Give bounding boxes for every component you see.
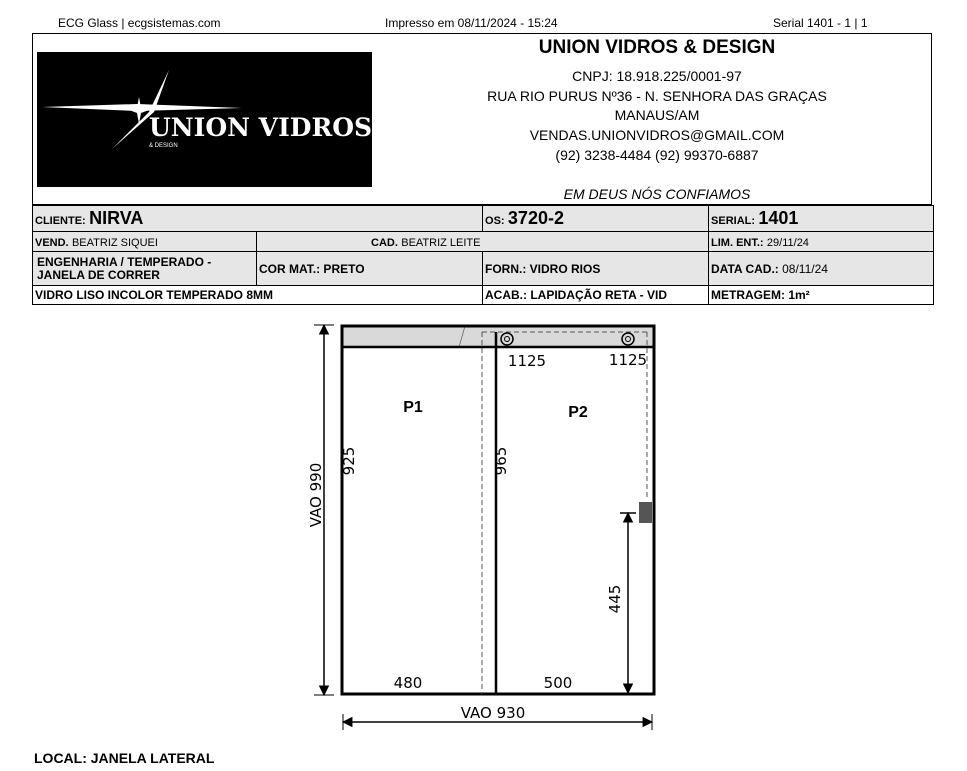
os-cell [483,206,709,232]
delivery-limit-label: LIM. ENT.: [711,236,764,249]
logo-text: UNION VIDROS [149,113,372,142]
outer-frame [342,326,654,694]
order-info-table [32,205,934,305]
glass-spec: VIDRO LISO INCOLOR TEMPERADO 8MM [33,286,483,305]
vao-width-label: VAO 930 [460,704,526,722]
material-color: COR MAT.: PRETO [257,252,483,286]
finish-spec: ACAB.: LAPIDAÇÃO RETA - VID [483,286,709,305]
panel-p1-label: P1 [403,399,423,416]
hole-dimension-2: 1125 [608,351,648,369]
serial-cell [709,206,934,232]
registrar-name: BEATRIZ LEITE [401,236,481,249]
company-city: MANAUS/AM [614,107,700,123]
product-type-line2: JANELA DE CORRER [37,267,160,282]
lock-handle-icon [639,502,652,523]
panel-p1-width: 480 [393,674,423,692]
logo-star-icon [37,52,372,187]
client-cell [33,206,483,232]
panel-p2-width: 500 [543,674,573,692]
client-label: CLIENTE: [35,215,86,227]
panel-p2-label: P2 [568,404,588,421]
company-phones: (92) 3238-4484 (92) 99370-6887 [555,147,759,163]
window-drawing [300,318,670,733]
company-motto: EM DEUS NÓS CONFIAMOS [563,186,751,202]
product-type-line1: ENGENHARIA / TEMPERADO - [37,254,212,269]
print-date: Impresso em 08/11/2024 - 15:24 [385,16,558,30]
registrar-cell [257,232,483,252]
registration-date: 08/11/24 [782,261,828,276]
company-logo [37,52,372,187]
os-number: 3720-2 [507,208,564,228]
client-name: NIRVA [89,208,144,228]
system-footer-text: ECG Glass | ecgsistemas.com [58,16,221,30]
delivery-limit-cell [709,232,934,252]
seller-cell [33,232,257,252]
os-label: OS: [485,215,505,227]
product-type-cell [33,252,257,286]
logo-subtext: & DESIGN [149,143,178,149]
company-address: RUA RIO PURUS Nº36 - N. SENHORA DAS GRAÇAS [487,88,827,104]
company-cnpj: CNPJ: 18.918.225/0001-97 [572,68,742,84]
serial-label: SERIAL: [711,215,756,227]
location-label: LOCAL: JANELA LATERAL [34,750,215,766]
panel-p1-height: 925 [340,446,358,476]
vao-height-label: VAO 990 [307,462,325,528]
company-name: UNION VIDROS & DESIGN [538,37,776,58]
empty-cell [483,232,709,252]
seller-label: VEND. [35,236,69,249]
serial-page-text: Serial 1401 - 1 | 1 [773,16,868,30]
serial-number: 1401 [758,208,799,228]
registration-date-label: DATA CAD.: [711,261,779,276]
seller-name: BEATRIZ SIQUEI [71,236,158,249]
hole-dimension-1: 1125 [507,352,547,370]
delivery-limit-date: 29/11/24 [766,236,809,249]
registration-date-cell [709,252,934,286]
company-email: VENDAS.UNIONVIDROS@GMAIL.COM [529,127,785,143]
panel-p2-height: 965 [492,446,510,476]
registrar-label: CAD. [371,236,398,249]
area-spec: METRAGEM: 1m² [709,286,934,305]
handle-height-label: 445 [606,584,624,614]
supplier: FORN.: VIDRO RIOS [483,252,709,286]
